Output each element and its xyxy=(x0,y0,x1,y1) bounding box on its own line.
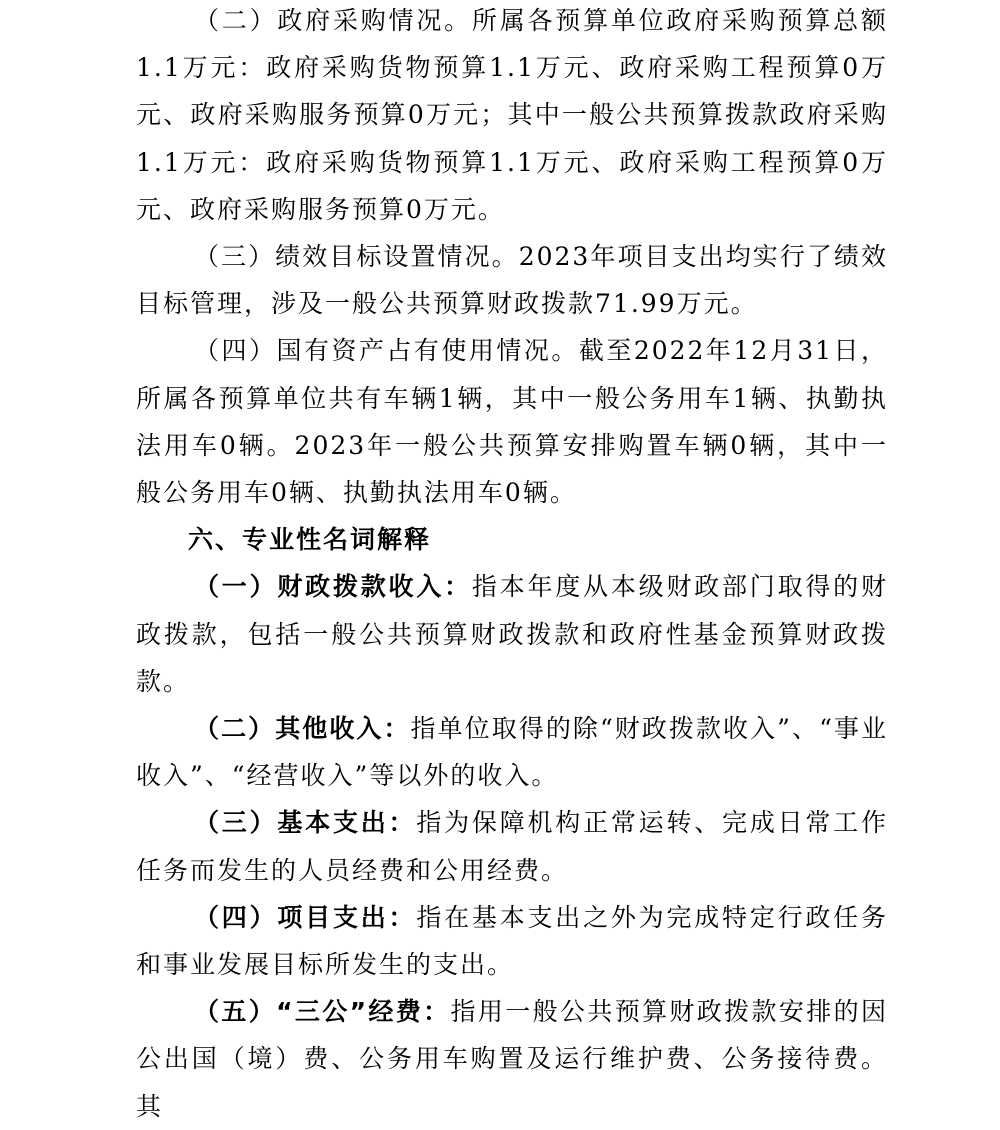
definition-fiscal-appropriation-income xyxy=(136,563,888,705)
definition-text: 指用一般公共预算财政拨款安排的因公出国（境）费、公务用车购置及运行维护费、公务接待费。其 xyxy=(136,997,888,1121)
definition-term: （一）财政拨款收入： xyxy=(194,572,472,602)
definition-other-income xyxy=(136,705,888,799)
definition-text: 指单位取得的除“财政拨款收入”、“事业收入”、“经营收入”等以外的收入。 xyxy=(136,714,888,791)
definition-basic-expenditure xyxy=(136,799,888,893)
section-heading: 六、专业性名词解释 xyxy=(188,525,432,555)
definition-term: （三）基本支出： xyxy=(194,808,417,838)
paragraph-text: 截至2022年12月31日，所属各预算单位共有车辆1辆，其中一般公务用车1辆、执勤执法用车0辆。2023年一般公共预算安排购置车辆0辆，其中一般公务用车0辆、执勤执法用车0辆。 xyxy=(136,336,888,508)
paragraph-government-procurement xyxy=(136,0,888,233)
paragraph-performance-goals xyxy=(136,233,888,327)
definition-three-public-expenses xyxy=(136,988,888,1130)
paragraph-text: 所属各预算单位政府采购预算总额1.1万元：政府采购货物预算1.1万元、政府采购工程预算0万元、政府采购服务预算0万元；其中一般公共预算拨款政府采购1.1万元：政府采购货物预算1.1万元、政府采购工程预算0万元、政府采购服务预算0万元。 xyxy=(136,6,888,224)
document-page xyxy=(136,0,888,1130)
paragraph-text: 2023年项目支出均实行了绩效目标管理，涉及一般公共预算财政拨款71.99万元。 xyxy=(136,242,888,319)
paragraph-lead: （三）绩效目标设置情况。 xyxy=(194,242,519,272)
definition-term: （二）其他收入： xyxy=(194,714,411,744)
definition-term: （四）项目支出： xyxy=(194,902,417,932)
paragraph-state-assets xyxy=(136,327,888,516)
paragraph-lead: （四）国有资产占有使用情况。 xyxy=(194,336,579,366)
definition-text: 指本年度从本级财政部门取得的财政拨款，包括一般公共预算财政拨款和政府性基金预算财政拨款。 xyxy=(136,572,888,696)
definition-project-expenditure xyxy=(136,894,888,988)
definition-text: 指为保障机构正常运转、完成日常工作任务而发生的人员经费和公用经费。 xyxy=(136,808,888,885)
paragraph-lead: （二）政府采购情况。 xyxy=(194,6,472,35)
definition-term: （五）“三公”经费： xyxy=(194,997,451,1027)
definition-text: 指在基本支出之外为完成特定行政任务和事业发展目标所发生的支出。 xyxy=(136,902,888,980)
